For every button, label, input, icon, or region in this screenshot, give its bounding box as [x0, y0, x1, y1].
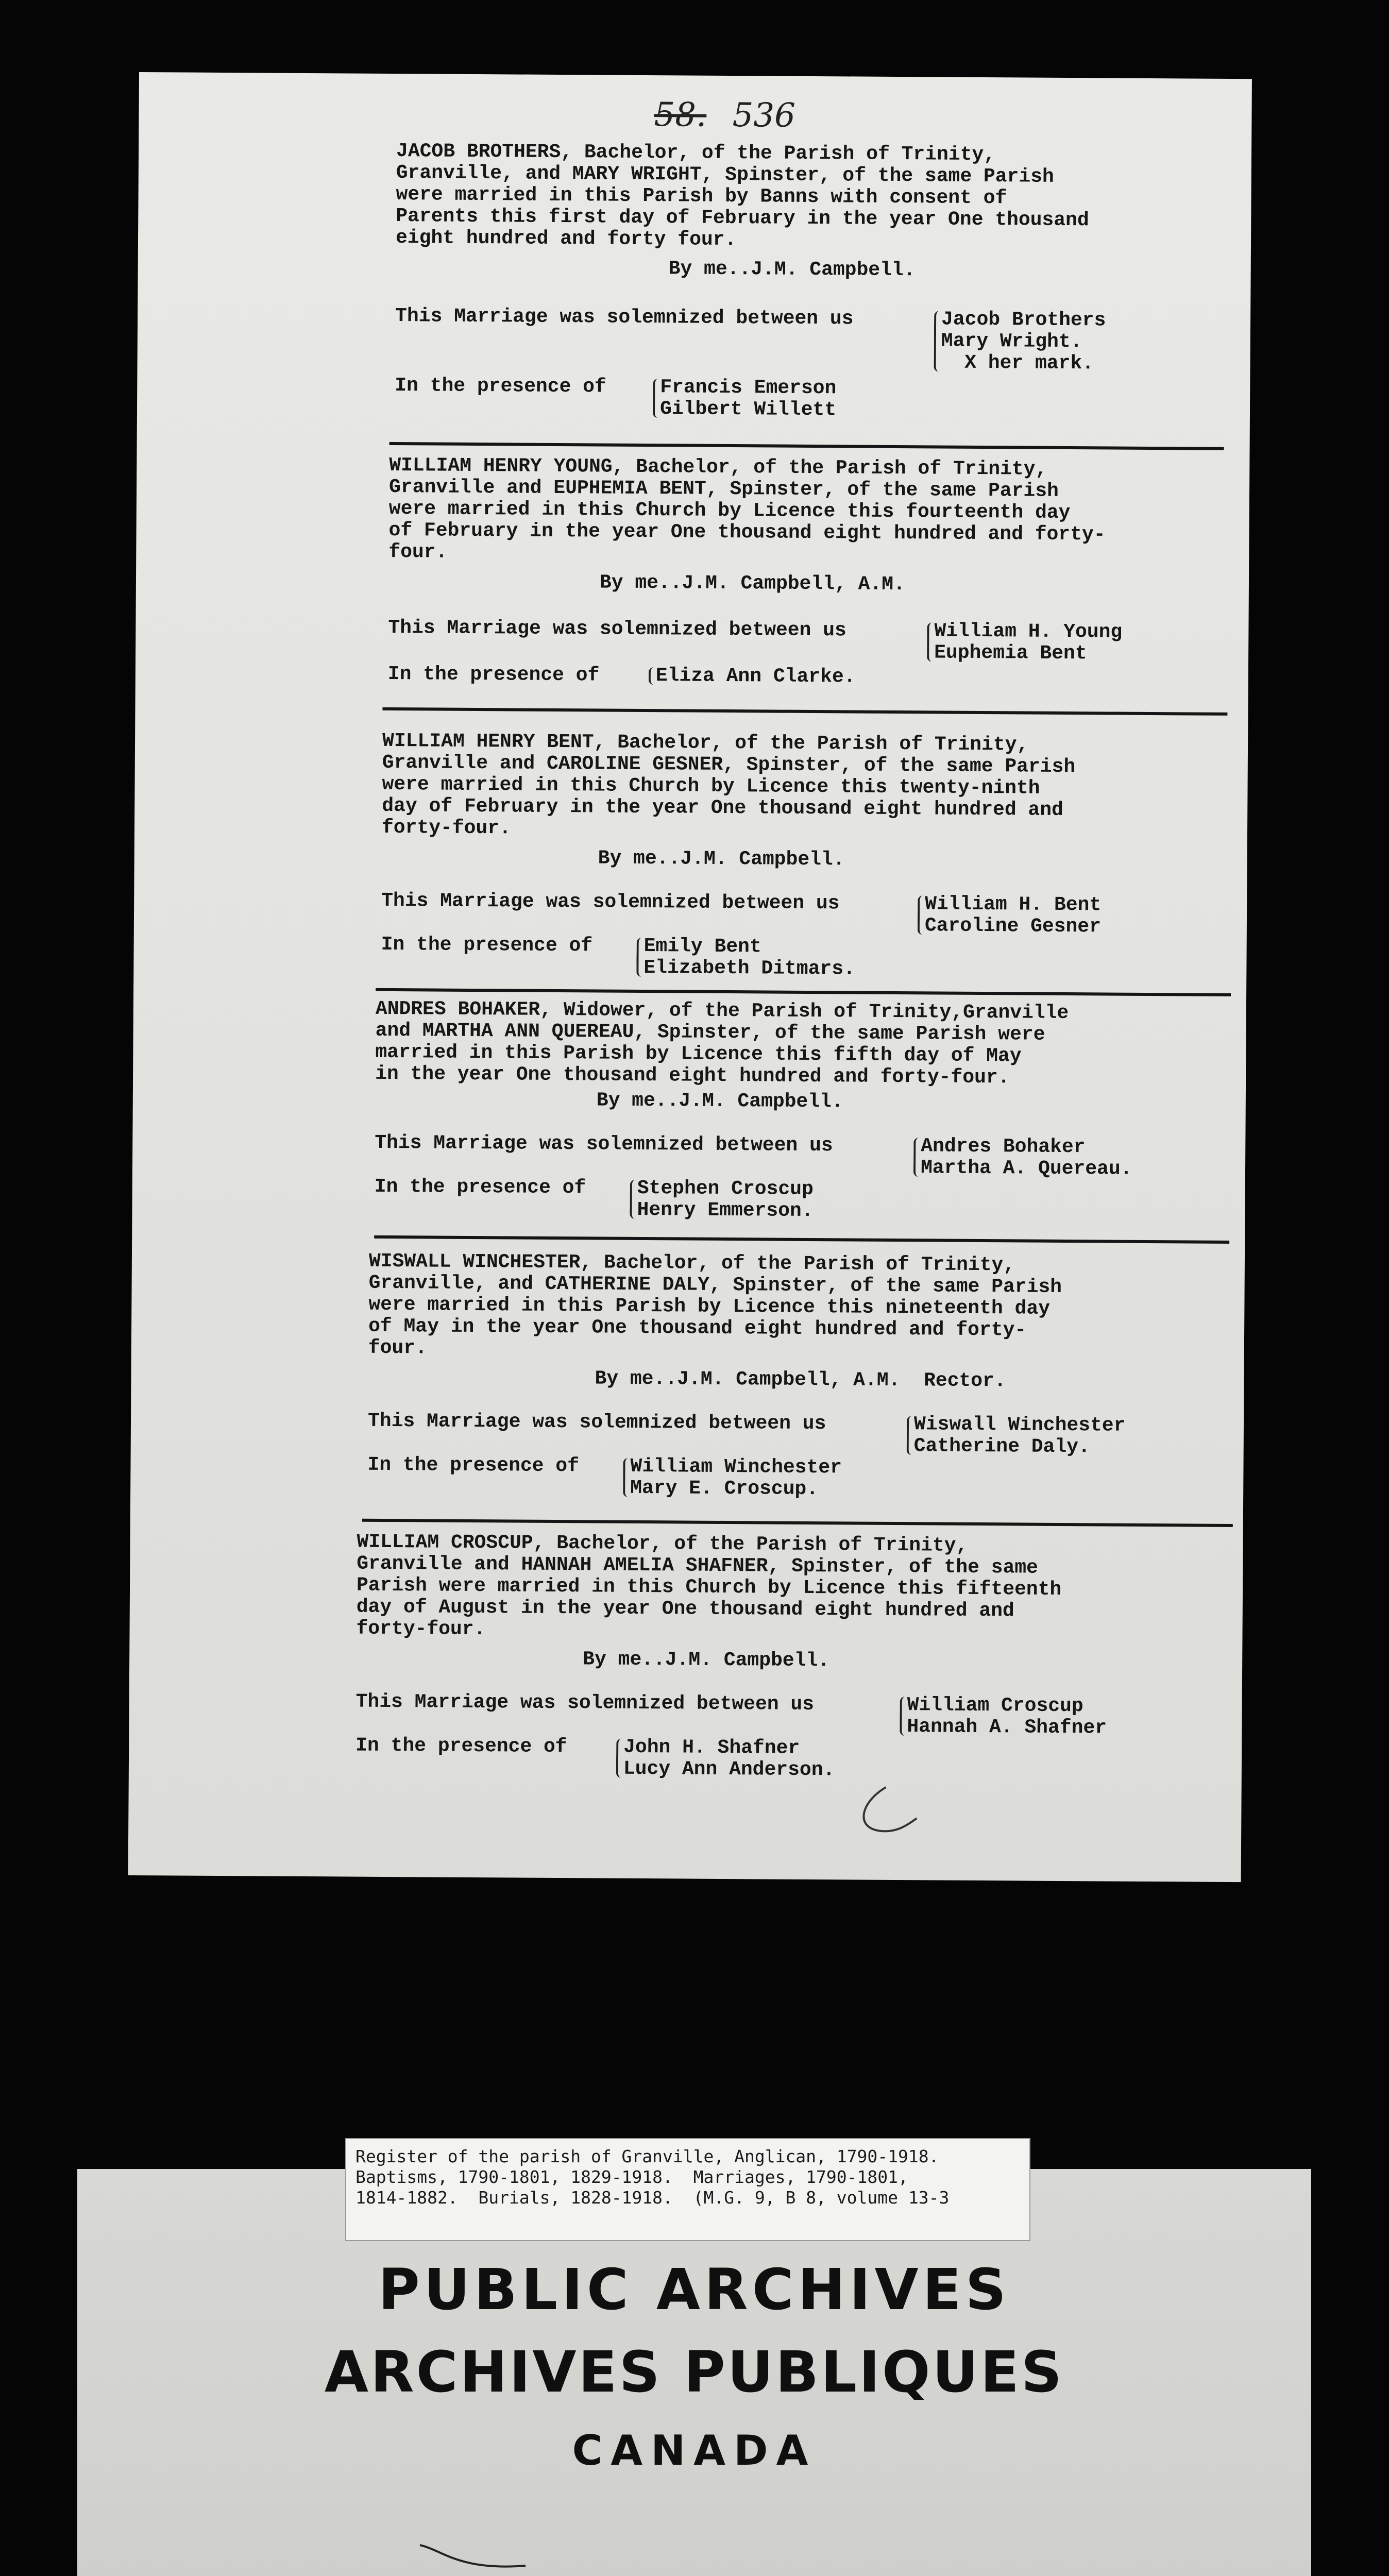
page-number — [654, 96, 795, 135]
entry-text: JACOB BROTHERS, Bachelor, of the Parish of Trinity, Granville, and MARY WRIGHT, Spinster, of the same Parish were married in this Parish by Banns with consent of Parents this first day of February in the year One thousand eight hundred and forty four. — [395, 140, 1089, 251]
archive-country: CANADA — [572, 2427, 817, 2475]
entry-divider — [362, 1519, 1233, 1527]
presence-label: In the presence of — [374, 1175, 586, 1199]
officiant-line: By me..J.M. Campbell, A.M. Rector. — [595, 1367, 1006, 1393]
marriage-entry — [135, 729, 1248, 980]
solemnized-label: This Marriage was solemnized between us — [395, 305, 854, 330]
register-page — [128, 72, 1252, 1882]
catalogue-slip: Register of the parish of Granville, Anglican, 1790-1918. Baptisms, 1790-1801, 1829-1918. Marriages, 1790-1801, 1814-1882. Burials, 1828-1918. (M.G. 9, B 8, volume 13-3 — [345, 2138, 1030, 2241]
officiant-line: By me..J.M. Campbell. — [583, 1648, 830, 1672]
solemnized-label: This Marriage was solemnized between us — [355, 1690, 815, 1716]
officiant-line: By me..J.M. Campbell. — [598, 847, 845, 871]
pencil-scribble-icon — [850, 1782, 922, 1839]
old-page-number: 58. — [654, 96, 707, 134]
entry-text: WISWALL WINCHESTER, Bachelor, of the Parish of Trinity, Granville, and CATHERINE DALY, Spinster, of the same Parish were married in this Parish by Licence this nineteenth day of May in the year One thousand eight hundred and forty- four. — [368, 1250, 1062, 1360]
entry-text: WILLIAM HENRY YOUNG, Bachelor, of the Parish of Trinity, Granville and EUPHEMIA BENT, Spinster, of the same Parish were married in this Church by Licence this fourteenth day of February in the year One thousand eight hundred and forty- four. — [388, 454, 1106, 564]
witness-names: Eliza Ann Clarke. — [655, 665, 856, 688]
parties-names: William H. Young Euphemia Bent — [934, 620, 1123, 665]
new-page-number: 536 — [732, 96, 796, 135]
solemnized-label: This Marriage was solemnized between us — [381, 889, 840, 915]
witness-names: John H. Shafner Lucy Ann Anderson. — [623, 1736, 835, 1782]
witness-names: William Winchester Mary E. Croscup. — [630, 1455, 842, 1501]
presence-label: In the presence of — [395, 375, 606, 398]
archive-title-english: PUBLIC ARCHIVES — [378, 2257, 1010, 2323]
parties-names: William H. Bent Caroline Gesner — [924, 893, 1102, 938]
entry-divider — [382, 707, 1227, 716]
entry-text: ANDRES BOHAKER, Widower, of the Parish of Trinity,Granville and MARTHA ANN QUEREAU, Spinster, of the same Parish were married in this Parish by Licence this fifth day of May in the year One thousand eight hundred and forty-four. — [375, 997, 1069, 1089]
witness-names: Francis Emerson Gilbert Willett — [659, 376, 837, 421]
presence-label: In the presence of — [381, 933, 593, 957]
officiant-line: By me..J.M. Campbell. — [668, 258, 916, 282]
archive-title-french: ARCHIVES PUBLIQUES — [324, 2339, 1064, 2405]
marriage-entry — [139, 139, 1251, 421]
entry-divider — [389, 442, 1224, 450]
entry-divider — [374, 1235, 1229, 1244]
officiant-line: By me..J.M. Campbell, A.M. — [599, 571, 905, 596]
parties-names: Andres Bohaker Martha A. Quereau. — [920, 1135, 1132, 1180]
pen-mark-icon — [417, 2540, 531, 2576]
witness-names: Emily Bent Elizabeth Ditmars. — [643, 935, 855, 980]
officiant-line: By me..J.M. Campbell. — [596, 1089, 843, 1113]
archive-label-card — [77, 2146, 1311, 2576]
parties-names: William Croscup Hannah A. Shafner — [907, 1694, 1107, 1739]
marriage-entry — [137, 453, 1249, 688]
presence-label: In the presence of — [367, 1453, 580, 1478]
presence-label: In the presence of — [387, 663, 600, 687]
solemnized-label: This Marriage was solemnized between us — [367, 1410, 826, 1435]
entry-divider — [376, 988, 1231, 996]
marriage-entry — [133, 997, 1246, 1223]
solemnized-label: This Marriage was solemnized between us — [375, 1131, 833, 1157]
witness-names: Stephen Croscup Henry Emmerson. — [637, 1177, 814, 1223]
parties-names: Wiswall Winchester Catherine Daly. — [913, 1413, 1126, 1459]
presence-label: In the presence of — [355, 1734, 567, 1758]
entry-text: WILLIAM CROSCUP, Bachelor, of the Parish of Trinity, Granville and HANNAH AMELIA SHAFNER, Spinster, of the same Parish were married in this Church by Licence this fifteenth day of August in the year One thousand eight hundred and forty-four. — [356, 1531, 1062, 1641]
marriage-entry — [130, 1530, 1243, 1782]
solemnized-label: This Marriage was solemnized between us — [388, 616, 846, 642]
marriage-entry — [132, 1249, 1245, 1501]
parties-names: Jacob Brothers Mary Wright. X her mark. — [941, 308, 1106, 375]
entry-text: WILLIAM HENRY BENT, Bachelor, of the Parish of Trinity, Granville and CAROLINE GESNER, Spinster, of the same Parish were married in this Church by Licence this twenty-ninth day of February in the year One thousand eight hundred and forty-four. — [381, 730, 1076, 840]
